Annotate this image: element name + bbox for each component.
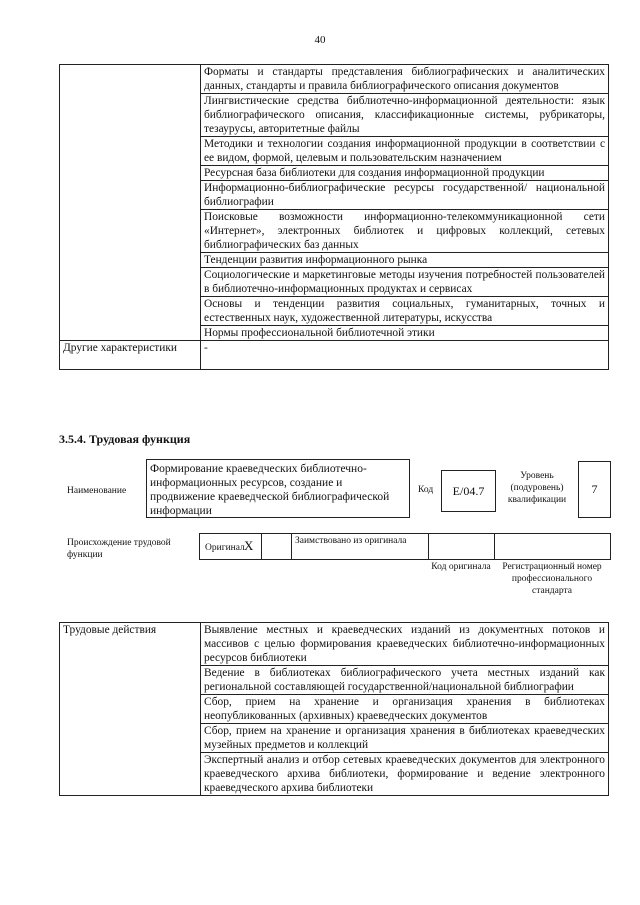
- borrowed-label: Заимствовано из оригинала: [295, 536, 407, 546]
- code-value: E/04.7: [452, 483, 485, 498]
- page-number: 40: [314, 34, 326, 46]
- knowledge-row: Тенденции развития информационного рынка: [201, 253, 609, 268]
- reg-number-caption: Регистрационный номер профессионального стандарта: [502, 562, 602, 596]
- origin-row: [199, 533, 611, 560]
- level-box: [578, 461, 611, 518]
- section-title: 3.5.4. Трудовая функция: [59, 432, 191, 446]
- action-item: Сбор, прием на хранение и организация хранения в библиотеках неопубликованных (архивных) краеведческих документов: [201, 695, 609, 724]
- origin-code-caption: Код оригинала: [431, 562, 491, 572]
- level-label: Уровень (подуровень) квалификации: [507, 471, 567, 505]
- knowledge-row: Основы и тенденции развития социальных, гуманитарных, точных и естественных наук, художественной литературы, искусства: [201, 297, 609, 326]
- actions-label: Трудовые действия: [60, 623, 201, 796]
- origin-label: Происхождение трудовой функции: [67, 538, 171, 560]
- knowledge-row: Информационно-библиографические ресурсы государственной/ национальной библиографии: [201, 181, 609, 210]
- action-item: Экспертный анализ и отбор сетевых краеведческих документов для электронного краеведческого архива библиотеки, формирование и ведение электронного краеведческого архива библиотеки: [201, 753, 609, 796]
- knowledge-row: Методики и технологии создания информационной продукции в соответствии с ее видом, формой, целевым и пользовательским назначением: [201, 137, 609, 166]
- reg-number-cell: [495, 534, 609, 559]
- level-value: 7: [591, 482, 598, 496]
- mark-cell: [262, 534, 292, 559]
- function-name: Формирование краеведческих библиотечно-информационных ресурсов, создание и продвижение краеведческой библиографической информации: [150, 463, 390, 517]
- action-item: Выявление местных и краеведческих изданий из документных потоков и массивов с целью формирования краеведческих библиотечно-информационных ресурсов библиотеки: [201, 623, 609, 666]
- knowledge-left-cell: [60, 65, 201, 341]
- action-item: Ведение в библиотеках библиографического учета местных изданий как региональной составляющей государственной/национальной библиографии: [201, 666, 609, 695]
- original-label: Оригинал: [205, 543, 245, 553]
- knowledge-table: [59, 64, 609, 370]
- name-label: Наименование: [67, 486, 127, 496]
- other-characteristics-value: -: [201, 341, 609, 370]
- knowledge-row: Ресурсная база библиотеки для создания информационной продукции: [201, 166, 609, 181]
- function-name-box: [146, 459, 410, 518]
- other-characteristics-label: Другие характеристики: [60, 341, 201, 370]
- knowledge-row: Форматы и стандарты представления библиографических и аналитических данных, стандарты и правила библиографического описания документов: [201, 65, 609, 94]
- knowledge-row: Лингвистические средства библиотечно-информационной деятельности: язык библиографического описания, классификационные системы, рубрикаторы, тезаурусы, авторитетные файлы: [201, 94, 609, 137]
- knowledge-row: Социологические и маркетинговые методы изучения потребностей пользователей в библиотечно-информационных продуктах и сервисах: [201, 268, 609, 297]
- borrowed-cell: [292, 534, 429, 559]
- action-item: Сбор, прием на хранение и организация хранения в библиотеках краеведческих музейных предметов и коллекций: [201, 724, 609, 753]
- original-cell: [200, 534, 262, 559]
- code-label: Код: [418, 485, 434, 495]
- knowledge-row: Нормы профессиональной библиотечной этики: [201, 326, 609, 341]
- code-box: [441, 470, 496, 512]
- actions-table: [59, 622, 609, 796]
- knowledge-row: Поисковые возможности информационно-телекоммуникационной сети «Интернет», электронных библиотек и цифровых коллекций, сетевых библиографических баз данных: [201, 210, 609, 253]
- original-mark: X: [244, 538, 254, 553]
- origin-code-cell: [429, 534, 495, 559]
